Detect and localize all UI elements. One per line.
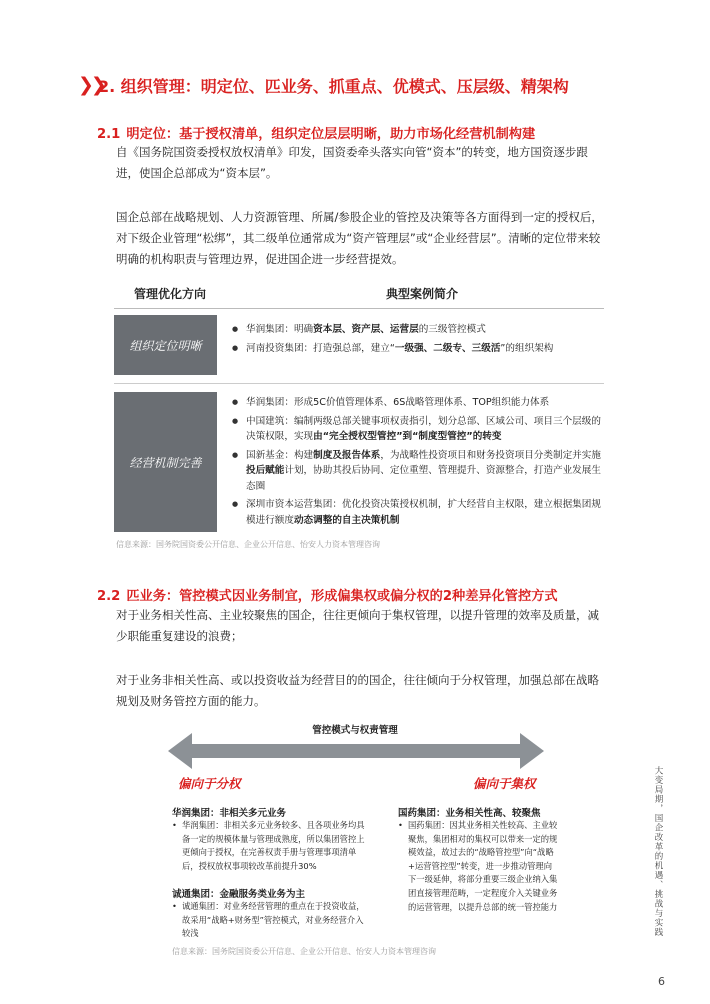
subsection-2-2-title xyxy=(97,585,558,604)
row-label-org-positioning: 组织定位明晰 xyxy=(114,315,217,375)
subsection-2-2-number: 2.2 xyxy=(97,589,121,604)
left-card-title-1: 华润集团：非相关多元业务 xyxy=(172,808,287,819)
diagram-title: 管控模式与权责管理 xyxy=(312,725,398,736)
case-list-business-mechanism xyxy=(232,395,604,531)
list-item: ● 中国建筑：编制两级总部关键事项权责指引，划分总部、区域公司、项目三个层级的决策权限，实现由“完全授权型管控”到“制度型管控”的转变 xyxy=(232,414,604,445)
table-header-divider xyxy=(114,308,604,309)
double-arrow-icon xyxy=(168,733,544,769)
left-card-title-2: 诚通集团：金融服务类业务为主 xyxy=(172,889,306,900)
label-centralized: 偏向于集权 xyxy=(473,776,536,791)
table-row-divider xyxy=(114,383,604,384)
section-chevron-icon: ❯❯ xyxy=(78,74,104,96)
side-running-title: 大变局期，国企改革的机遇、挑战与实践 xyxy=(653,766,663,937)
right-card-title-1: 国药集团：业务相关性高、较聚焦 xyxy=(398,808,541,819)
left-card-text-2: • 诚通集团：对业务经营管理的重点在于投资收益，故采用“战略+财务型”管控模式，对业务经营介入较浅 xyxy=(172,901,365,939)
diagram-source-note: 信息来源：国务院国资委公开信息、企业公开信息、怡安人力资本管理咨询 xyxy=(172,947,436,956)
list-item: ● 深圳市资本运营集团：优化投资决策授权机制，扩大经营自主权限，建立根据集团规模进行额度动态调整的自主决策机制 xyxy=(232,497,604,528)
list-item: ● 华润集团：明确资本层、资产层、运营层的三级管控模式 xyxy=(232,322,604,338)
case-list-org-positioning xyxy=(232,322,604,359)
table-header-cases: 典型案例简介 xyxy=(386,287,459,301)
paragraph-2-1-a: 自《国务院国资委授权放权清单》印发，国资委牵头落实向管“资本”的转变，地方国资逐步跟进，使国企总部成为“资本层”。 xyxy=(116,145,588,180)
left-card-text-1: • 华润集团：非相关多元业务较多、且各项业务均具备一定的规模体量与管理成熟度，所以集团管控上更倾向于授权，在完善权责手册与管理事项清单后，授权放权事项较改革前提升30% xyxy=(172,820,365,871)
label-decentralized: 偏向于分权 xyxy=(178,776,241,791)
subsection-2-1-title xyxy=(97,123,535,142)
list-item: ● 华润集团：形成5C价值管理体系、6S战略管理体系、TOP组织能力体系 xyxy=(232,395,604,411)
paragraph-2-1-b: 国企总部在战略规划、人力资源管理、所属/参股企业的管控及决策等各方面得到一定的授权后，对下级企业管理“松绑”，其二级单位通常成为“资产管理层”或“企业经营层”。清晰的定位带来较明确的机构职责与管理边界，促进国企进一步经营提效。 xyxy=(116,210,603,266)
table-source-note: 信息来源：国务院国资委公开信息、企业公开信息、怡安人力资本管理咨询 xyxy=(116,540,380,549)
subsection-2-1-number: 2.1 xyxy=(97,127,121,142)
paragraph-2-2-a: 对于业务相关性高、主业较聚焦的国企，往往更倾向于集权管理，以提升管理的效率及质量，减少职能重复建设的浪费； xyxy=(116,608,599,643)
table-header-direction: 管理优化方向 xyxy=(134,287,207,301)
paragraph-2-2-b: 对于业务非相关性高、或以投资收益为经营目的的国企，往往倾向于分权管理，加强总部在战略规划及财务管控方面的能力。 xyxy=(116,673,599,708)
list-item: ● 国新基金：构建制度及报告体系，为战略性投资项目和财务投资项目分类制定并实施投后赋能计划，协助其投后协同、定位重塑、管理提升、资源整合，打造产业发展生态圈 xyxy=(232,448,604,495)
subsection-2-2-text: 匹业务：管控模式因业务制宜，形成偏集权或偏分权的2种差异化管控方式 xyxy=(126,589,558,604)
subsection-2-1-text: 明定位：基于授权清单，组织定位层层明晰，助力市场化经营机制构建 xyxy=(126,127,536,142)
section-title: 2. 组织管理：明定位、匹业务、抓重点、优模式、压层级、精架构 xyxy=(98,77,569,96)
row-label-business-mechanism: 经营机制完善 xyxy=(114,392,217,532)
right-card-text-1: • 国药集团：因其业务相关性较高、主业较聚焦，集团相对的集权可以带来一定的规模效益，故过去的“战略管控型”向“战略+运营管控型”转变，进一步推动管理向下一级延伸，将部分重要三级企业纳入集团直接管理范畴，一定程度介入关键业务的运营管理，以提升总部的统一管控能力 xyxy=(398,820,558,912)
list-item: ● 河南投资集团：打造强总部，建立“一级强、二级专、三级活”的组织架构 xyxy=(232,341,604,357)
page-number: 6 xyxy=(658,975,665,988)
